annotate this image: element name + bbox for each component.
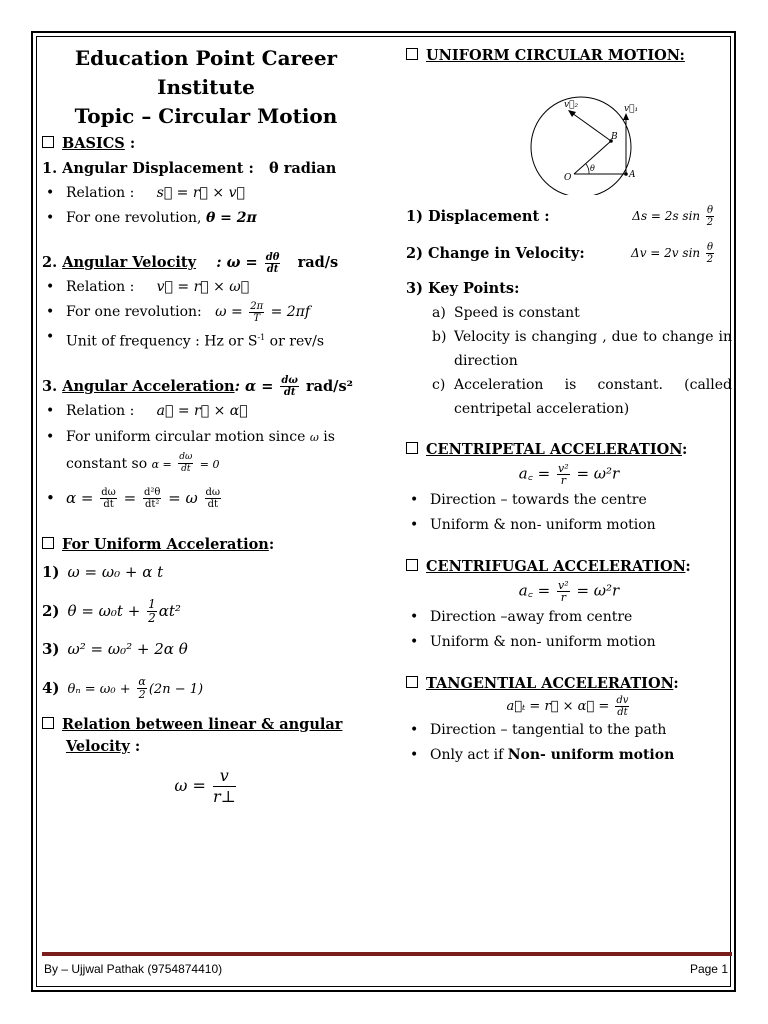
tangential-heading: TANGENTIAL ACCELERATION: xyxy=(406,673,732,695)
key-points-list xyxy=(406,301,732,421)
uniform-acc-formula-2: 2) θ = ω₀t + $\frac{1}{2}$ αt² xyxy=(42,597,181,626)
checkbox-icon xyxy=(42,537,54,549)
centrifugal-heading: CENTRIFUGAL ACCELERATION: xyxy=(406,556,732,578)
checkbox-icon xyxy=(406,48,418,60)
v2-label: v⃗₂ xyxy=(564,100,579,110)
basics-heading: BASICS : xyxy=(42,133,370,155)
uniform-acc-formula-1: 1) ω = ω₀ + α t xyxy=(42,562,164,581)
list-item: • Relation : a⃗ = r⃗ × α⃗ xyxy=(66,399,370,424)
displacement-row: 1) Displacement : Δs = 2s sin $\frac{\theta}{2}$ xyxy=(406,204,714,228)
relation-heading: Relation between linear & angular Velocity : xyxy=(42,714,370,758)
right-column xyxy=(406,44,732,768)
list-item: a) Speed is constant xyxy=(432,305,580,321)
uniform-acc-formula-4: 4) θₙ = ω₀ + $\frac{\alpha}{2}$ (2n − 1) xyxy=(42,675,204,702)
angular-acceleration-list xyxy=(42,399,370,518)
list-item: • Direction – towards the centre xyxy=(430,488,732,513)
checkbox-icon xyxy=(406,559,418,571)
ucm-heading: UNIFORM CIRCULAR MOTION: xyxy=(406,45,732,67)
centripetal-list xyxy=(406,488,732,538)
centrifugal-list xyxy=(406,605,732,655)
list-item: • Relation : s⃗ = r⃗ × v⃗ xyxy=(66,181,370,206)
origin-label: O xyxy=(564,173,572,183)
theta-label: θ xyxy=(590,164,595,173)
list-item: • Uniform & non- uniform motion xyxy=(430,513,732,538)
point-a-label: A xyxy=(629,170,636,180)
relation-equation: ω = $\frac{v}{r\perp}$ xyxy=(174,765,236,806)
checkbox-icon xyxy=(42,136,54,148)
change-velocity-row: 2) Change in Velocity: Δv = 2v sin $\frac{\theta}{2}$ xyxy=(406,241,714,265)
checkbox-icon xyxy=(406,676,418,688)
angular-velocity-heading: 2. Angular Velocity : ω = $\frac{d\theta}{dt}$ rad/s xyxy=(42,251,339,275)
list-item: • Relation : v⃗ = r⃗ × ω⃗ xyxy=(66,275,370,300)
list-item: b) Velocity is changing , due to change in direction xyxy=(432,329,732,369)
institute-title-line1: Education Point Career xyxy=(74,46,338,70)
list-item: • Uniform & non- uniform motion xyxy=(430,630,732,655)
tangential-list xyxy=(406,718,732,768)
angular-velocity-list xyxy=(42,275,370,355)
tangential-equation: a⃗ₜ = r⃗ × α⃗ = $\frac{dv}{dt}$ xyxy=(506,695,629,718)
footer-author: By – Ujjwal Pathak (9754874410) xyxy=(44,962,223,976)
v1-label: v⃗₁ xyxy=(624,104,639,114)
uniform-acc-formula-3: 3) ω² = ω₀² + 2α θ xyxy=(42,639,188,658)
list-item: • α = $\frac{d\omega}{dt}$ = $\frac{\text{d²θ}}{\text{dt²}}$ = ω $\frac{d\omega}{dt}$ xyxy=(66,478,370,518)
footer-divider xyxy=(42,952,732,956)
circular-motion-diagram xyxy=(406,67,732,195)
checkbox-icon xyxy=(406,442,418,454)
list-item: c) Acceleration is constant. (called centripetal acceleration) xyxy=(432,377,732,417)
angular-displacement-list xyxy=(42,181,370,231)
list-item: • Only act if Non- uniform motion xyxy=(430,743,732,768)
centripetal-heading: CENTRIPETAL ACCELERATION: xyxy=(406,439,732,461)
centrifugal-equation: a꜀ = $\frac{\text{v²}}{r}$ = ω²r xyxy=(518,579,620,604)
uniform-acceleration-heading: For Uniform Acceleration: xyxy=(42,534,370,556)
list-item: • For uniform circular motion since ω is constant so α = $\frac{d\omega}{dt}$ = 0 xyxy=(66,424,370,478)
institute-title-line2: Institute xyxy=(157,75,255,99)
key-points-heading: 3) Key Points: xyxy=(406,280,520,297)
point-b-label: B xyxy=(611,132,618,142)
list-item: • Direction –away from centre xyxy=(430,605,732,630)
list-item: • For one revolution: ω = $\frac{2\pi}{T}$ = 2πf xyxy=(66,300,370,325)
list-item: • For one revolution, θ = 2π xyxy=(66,206,370,231)
checkbox-icon xyxy=(42,717,54,729)
angular-acceleration-heading: 3. Angular Acceleration: α = $\frac{d\omega}{dt}$ rad/s² xyxy=(42,375,353,399)
list-item: • Unit of frequency : Hz or $S^{-1}$ or rev/s xyxy=(66,325,370,355)
angular-displacement-heading: 1. Angular Displacement : θ radian xyxy=(42,160,337,177)
topic-title: Topic – Circular Motion xyxy=(74,104,338,128)
page-number: Page 1 xyxy=(689,962,728,976)
centripetal-equation: a꜀ = $\frac{\text{v²}}{r}$ = ω²r xyxy=(518,462,620,487)
list-item: • Direction – tangential to the path xyxy=(430,718,732,743)
left-column xyxy=(42,44,370,807)
